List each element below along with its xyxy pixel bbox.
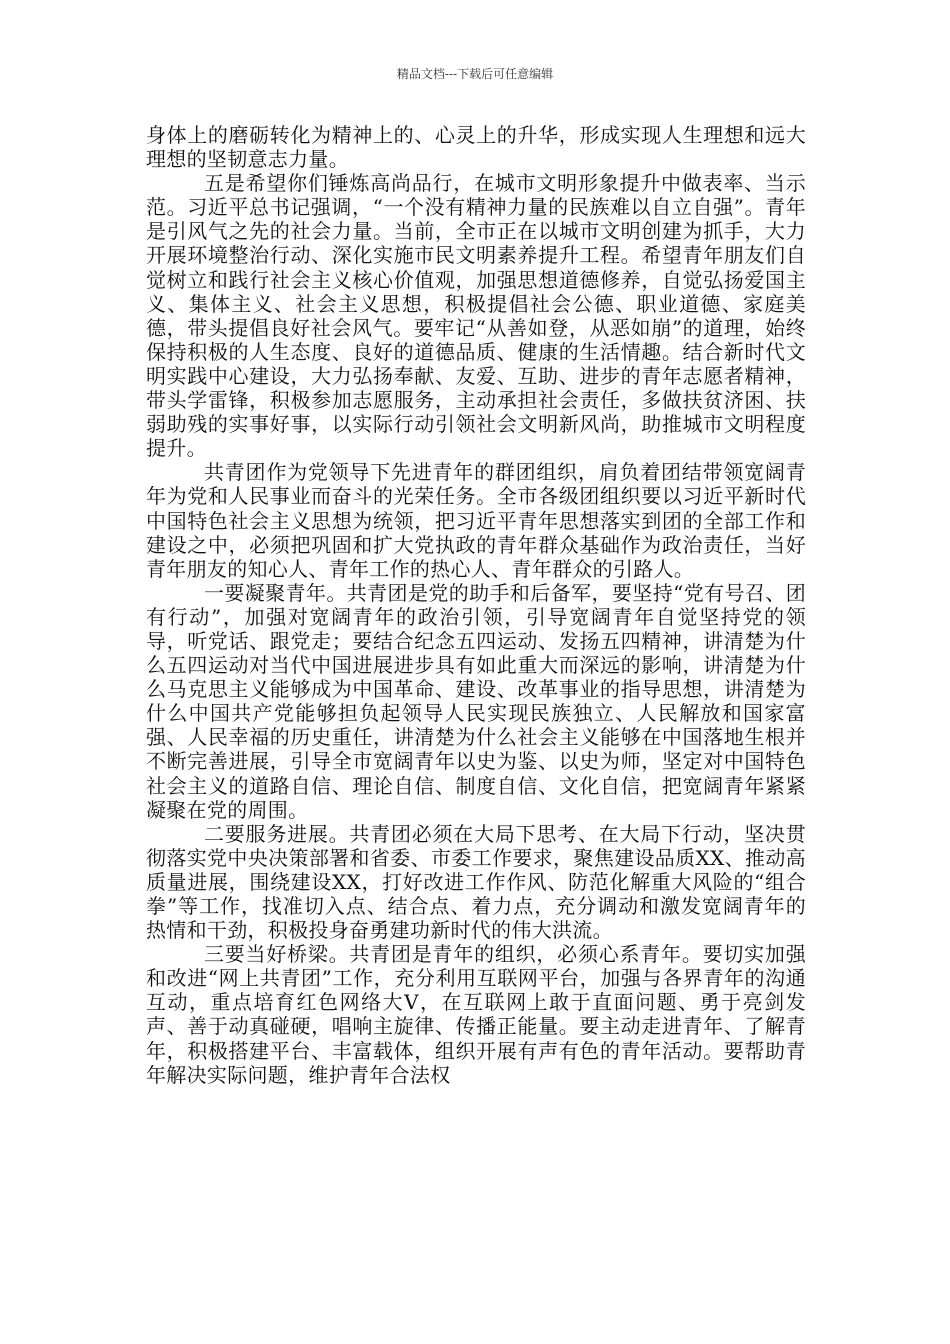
paragraph-unite-youth: 一要凝聚青年。共青团是党的助手和后备军，要坚持“党有号召、团有行动”，加强对宽阔青年的政治引领，引导宽阔青年自觉坚持党的领导，听党话、跟党走；要结合纪念五四运动、发扬五四精神，讲清楚为什么五四运动对当代中国进展进步具有如此重大而深远的影响，讲清楚为什么马克思主义能够成为中国革命、建设、改革事业的指导思想，讲清楚为什么中国共产党能够担负起领导人民实现民族独立、人民解放和国家富强、人民幸福的历史重任，讲清楚为什么社会主义能够在中国落地生根并不断完善进展，引导全市宽阔青年以史为鉴、以史为师，坚定对中国特色社会主义的道路自信、理论自信、制度自信、文化自信，把宽阔青年紧紧凝聚在党的周围。 [146,580,806,822]
paragraph-continuation: 身体上的磨砺转化为精神上的、心灵上的升华，形成实现人生理想和远大理想的坚韧意志力量。 [146,123,806,172]
paragraph-point-five: 五是希望你们锤炼高尚品行，在城市文明形象提升中做表率、当示范。习近平总书记强调，“一个没有精神力量的民族难以自立自强”。青年是引风气之先的社会力量。当前，全市正在以城市文明创建为抓手，大力开展环境整治行动、深化实施市民文明素养提升工程。希望青年朋友们自觉树立和践行社会主义核心价值观，加强思想道德修养，自觉弘扬爱国主义、集体主义、社会主义思想，积极提倡社会公德、职业道德、家庭美德，带头提倡良好社会风气。要牢记“从善如登，从恶如崩”的道理，始终保持积极的人生态度、良好的道德品质、健康的生活情趣。结合新时代文明实践中心建设，大力弘扬奉献、友爱、互助、进步的青年志愿者精神，带头学雷锋，积极参加志愿服务，主动承担社会责任，多做扶贫济困、扶弱助残的实事好事，以实际行动引领社会文明新风尚，助推城市文明程度提升。 [146,171,806,461]
paragraph-serve-development: 二要服务进展。共青团必须在大局下思考、在大局下行动，坚决贯彻落实党中央决策部署和省委、市委工作要求，聚焦建设品质XX、推动高质量进展，围绕建设XX，打好改进工作作风、防范化解重大风险的“组合拳”等工作，找准切入点、结合点、着力点，充分调动和激发宽阔青年的热情和干劲，积极投身奋勇建功新时代的伟大洪流。 [146,821,806,943]
paragraph-be-bridge: 三要当好桥梁。共青团是青年的组织，必须心系青年。要切实加强和改进“网上共青团”工作，充分利用互联网平台，加强与各界青年的沟通互动，重点培育红色网络大V，在互联网上敢于直面问题、勇于亮剑发声、善于动真碰硬，唱响主旋律、传播正能量。要主动走进青年、了解青年，积极搭建平台、丰富载体，组织开展有声有色的青年活动。要帮助青年解决实际问题，维护青年合法权 [146,942,806,1087]
paragraph-youth-league: 共青团作为党领导下先进青年的群团组织，肩负着团结带领宽阔青年为党和人民事业而奋斗的光荣任务。全市各级团组织要以习近平新时代中国特色社会主义思想为统领，把习近平青年思想落实到团的全部工作和建设之中，必须把巩固和扩大党执政的青年群众基础作为政治责任，当好青年朋友的知心人、青年工作的热心人、青年群众的引路人。 [146,460,806,581]
page-header: 精品文档---下载后可任意编辑 [396,67,554,81]
document-body [146,123,806,1087]
